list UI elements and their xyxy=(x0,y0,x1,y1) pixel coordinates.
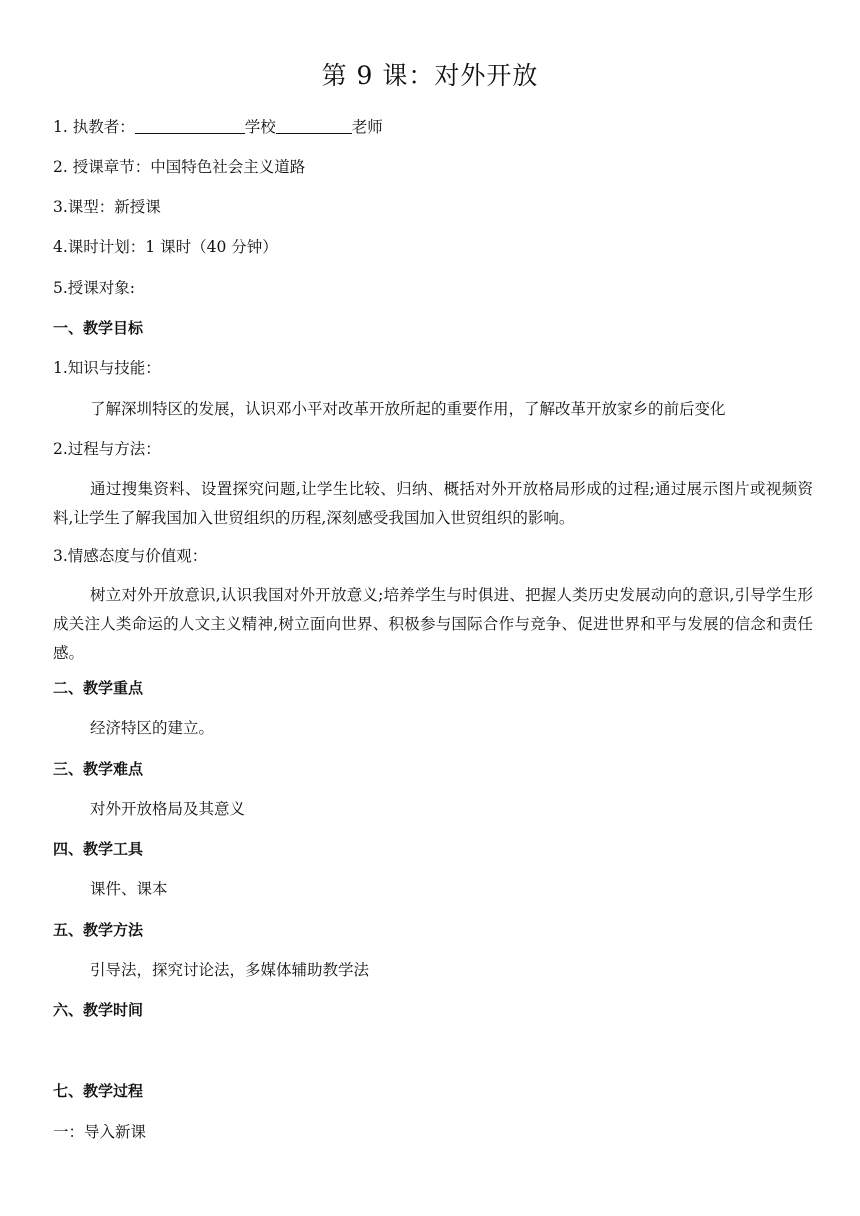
goals-heading: 一、教学目标 xyxy=(53,319,144,337)
page-title: 第 9 课：对外开放 xyxy=(321,61,539,90)
lesson-type-line: 3.课型：新授课 xyxy=(53,198,161,216)
process-method-text: 通过搜集资料、设置探究问题,让学生比较、归纳、概括对外开放格局形成的过程;通过展示图片或视频资料,让学生了解我国加入世贸组织的历程,深刻感受我国加入世贸组织的影响。 xyxy=(53,480,813,527)
emotion-heading: 3.情感态度与价值观： xyxy=(53,547,208,565)
process-flow-heading: 七、教学过程 xyxy=(53,1082,144,1100)
difficulty-text: 对外开放格局及其意义 xyxy=(90,800,246,818)
teacher-line xyxy=(53,117,383,137)
knowledge-heading: 1.知识与技能： xyxy=(53,359,161,377)
teacher-label: 1. 执教者： xyxy=(53,118,135,136)
methods-text: 引导法，探究讨论法，多媒体辅助教学法 xyxy=(90,961,370,979)
tools-heading: 四、教学工具 xyxy=(53,840,144,858)
knowledge-text: 了解深圳特区的发展，认识邓小平对改革开放所起的重要作用，了解改革开放家乡的前后变化 xyxy=(90,400,726,418)
schedule-line: 4.课时计划：1 课时（40 分钟） xyxy=(53,238,278,256)
time-heading: 六、教学时间 xyxy=(53,1001,144,1019)
teacher-suffix: 老师 xyxy=(351,118,383,136)
difficulty-heading: 三、教学难点 xyxy=(53,760,144,778)
teacher-blank xyxy=(135,117,245,134)
intro-item: 一：导入新课 xyxy=(53,1123,147,1141)
key-heading: 二、教学重点 xyxy=(53,679,144,697)
key-text: 经济特区的建立。 xyxy=(90,719,215,737)
tools-text: 课件、课本 xyxy=(90,880,168,898)
chapter-line: 2. 授课章节：中国特色社会主义道路 xyxy=(53,158,306,176)
audience-line: 5.授课对象: xyxy=(53,279,136,297)
emotion-text: 树立对外开放意识,认识我国对外开放意义;培养学生与时俱进、把握人类历史发展动向的意识,引导学生形成关注人类命运的人文主义精神,树立面向世界、积极参与国际合作与竞争、促进世界和平与发展的信念和责任感。 xyxy=(53,586,813,662)
school-blank xyxy=(276,117,352,134)
methods-heading: 五、教学方法 xyxy=(53,921,144,939)
process-method-heading: 2.过程与方法： xyxy=(53,440,161,458)
school-label: 学校 xyxy=(244,118,276,136)
